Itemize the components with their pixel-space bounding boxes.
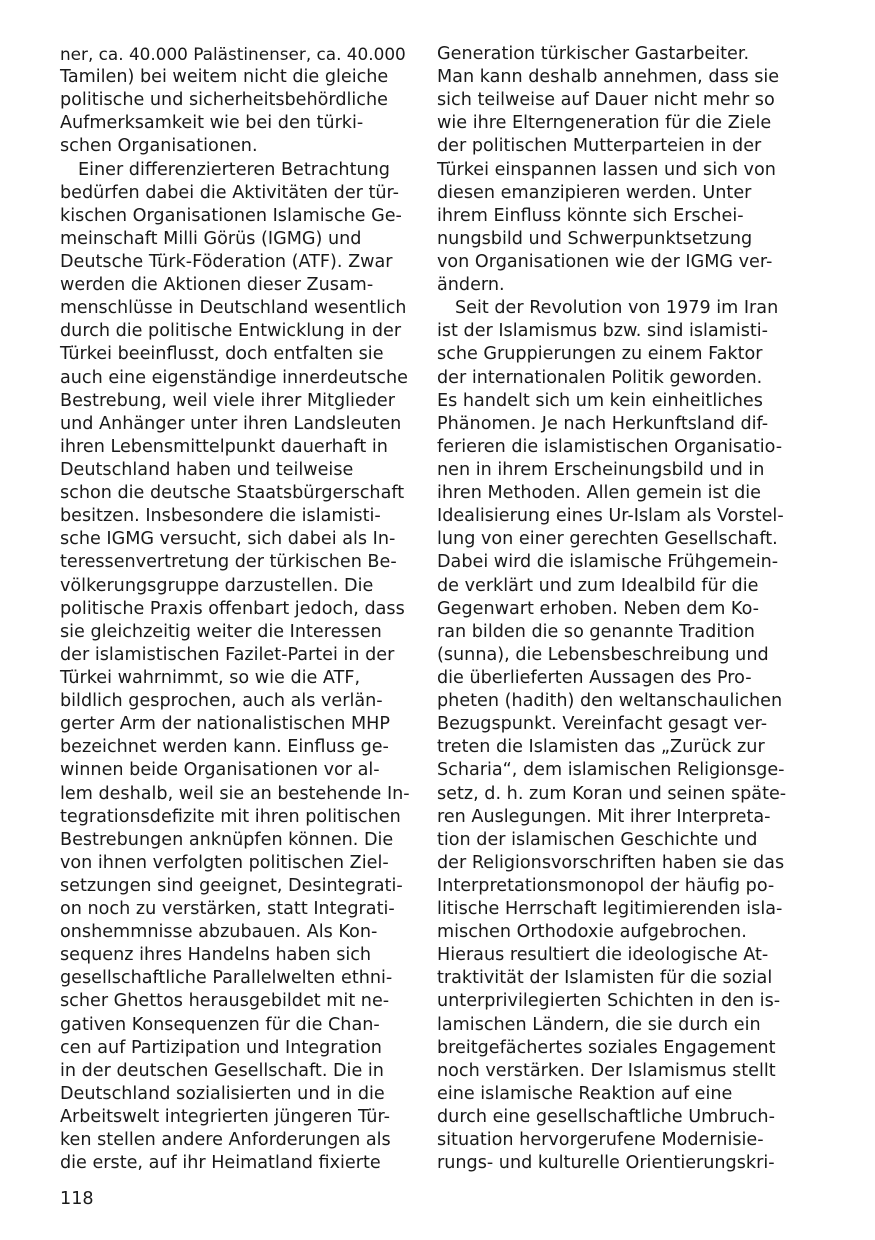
text-line: ken stellen andere Anforderungen als [60, 1130, 391, 1151]
text-line: die überlieferten Aussagen des Pro- [437, 667, 752, 688]
text-line: Türkei wahrnimmt, so wie die ATF, [60, 667, 361, 688]
text-line: der islamistischen Fazilet-Partei in der [60, 644, 395, 665]
text-line: unterprivilegierten Schichten in den is- [437, 991, 781, 1012]
text-line: meinschaft Milli Görüs (IGMG) und [60, 228, 362, 249]
text-line: scher Ghettos herausgebildet mit ne- [60, 991, 390, 1012]
text-line: onshemmnisse abzubauen. Als Kon- [60, 922, 378, 943]
text-line: winnen beide Organisationen vor al- [60, 760, 380, 781]
text-line: ist der Islamismus bzw. sind islamisti- [437, 321, 769, 342]
text-line: der politischen Mutterparteien in der [437, 136, 762, 157]
text-line: rungs- und kulturelle Orientierungskri- [437, 1153, 775, 1174]
text-line: mischen Orthodoxie aufgebrochen. [437, 922, 747, 943]
text-line: ihrem Einfluss könnte sich Erschei- [437, 205, 744, 226]
text-line: schon die deutsche Staatsbürgerschaft [60, 483, 405, 504]
text-line: Aufmerksamkeit wie bei den türki- [60, 113, 364, 134]
text-line: tegrationsdefizite mit ihren politischen [60, 806, 401, 827]
text-line: bezeichnet werden kann. Einfluss ge- [60, 737, 389, 758]
text-line: teressenvertretung der türkischen Be- [60, 552, 397, 573]
text-line: cen auf Partizipation und Integration [60, 1037, 382, 1058]
text-line: wie ihre Elterngeneration für die Ziele [437, 113, 772, 134]
text-line: setzungen sind geeignet, Desintegrati- [60, 875, 403, 896]
text-line: sequenz ihres Handelns haben sich [60, 945, 372, 966]
text-line: Phänomen. Je nach Herkunftsland dif- [437, 413, 769, 434]
text-line: Deutschland haben und teilweise [60, 459, 354, 480]
text-line: sche Gruppierungen zu einem Faktor [437, 344, 763, 365]
text-line: Einer differenzierteren Betrachtung [78, 159, 390, 180]
text-line: schen Organisationen. [60, 136, 258, 157]
text-line: Hieraus resultiert die ideologische At- [437, 945, 769, 966]
text-line: Idealisierung eines Ur-Islam als Vorstel- [437, 506, 784, 527]
text-line: besitzen. Insbesondere die islamisti- [60, 506, 381, 527]
text-line: gativen Konsequenzen für die Chan- [60, 1014, 380, 1035]
text-line: nen in ihrem Erscheinungsbild und in [437, 459, 765, 480]
text-line: on noch zu verstärken, statt Integrati- [60, 899, 395, 920]
text-line: Türkei beeinflusst, doch entfalten sie [60, 344, 384, 365]
text-line: durch die politische Entwicklung in der [60, 321, 402, 342]
text-line: ran bilden die so genannte Tradition [437, 621, 755, 642]
text-line: nungsbild und Schwerpunktsetzung [437, 228, 753, 249]
text-line: Generation türkischer Gastarbeiter. [437, 44, 750, 64]
text-line: sche IGMG versucht, sich dabei als In- [60, 529, 396, 550]
text-line: gerter Arm der nationalistischen MHP [60, 714, 391, 735]
text-line: Arbeitswelt integrierten jüngeren Tür- [60, 1107, 390, 1128]
page-number: 118 [60, 1189, 94, 1209]
text-line: noch verstärken. Der Islamismus stellt [437, 1060, 776, 1081]
text-line: lem deshalb, weil sie an bestehende In- [60, 783, 410, 804]
text-line: Gegenwart erhoben. Neben dem Ko- [437, 598, 760, 619]
text-line: (sunna), die Lebensbeschreibung und [437, 644, 769, 665]
text-line: diesen emanzipieren werden. Unter [437, 182, 752, 203]
text-line: traktivität der Islamisten für die sozial [437, 968, 773, 989]
text-line: von ihnen verfolgten politischen Ziel- [60, 852, 389, 873]
text-line: Interpretationsmonopol der häufig po- [437, 875, 775, 896]
text-line: Bestrebung, weil viele ihrer Mitglieder [60, 390, 395, 411]
text-line: Scharia“, dem islamischen Religionsge- [437, 760, 785, 781]
text-line: die erste, auf ihr Heimatland fixierte [60, 1153, 381, 1174]
text-line: gesellschaftliche Parallelwelten ethni- [60, 968, 393, 989]
text-line: Bestrebungen anknüpfen können. Die [60, 829, 394, 850]
text-line: Seit der Revolution von 1979 im Iran [455, 298, 779, 319]
text-line: Deutsche Türk-Föderation (ATF). Zwar [60, 251, 393, 272]
text-line: auch eine eigenständige innerdeutsche [60, 367, 408, 388]
text-line: kischen Organisationen Islamische Ge- [60, 205, 402, 226]
text-line: breitgefächertes soziales Engagement [437, 1037, 776, 1058]
text-line: von Organisationen wie der IGMG ver- [437, 251, 773, 272]
text-line: tion der islamischen Geschichte und [437, 829, 758, 850]
text-line: Tamilen) bei weitem nicht die gleiche [60, 67, 389, 88]
text-line: Dabei wird die islamische Frühgemein- [437, 552, 779, 573]
text-line: werden die Aktionen dieser Zusam- [60, 275, 374, 296]
text-line: sich teilweise auf Dauer nicht mehr so [437, 90, 775, 111]
text-line: völkerungsgruppe darzustellen. Die [60, 575, 374, 596]
text-line: situation hervorgerufene Modernisie- [437, 1130, 764, 1151]
text-line: ferieren die islamistischen Organisatio- [437, 436, 783, 457]
text-line: durch eine gesellschaftliche Umbruch- [437, 1107, 775, 1128]
text-line: lung von einer gerechten Gesellschaft. [437, 529, 778, 550]
text-line: setz, d. h. zum Koran und seinen späte- [437, 783, 787, 804]
text-line: ihren Methoden. Allen gemein ist die [437, 483, 761, 504]
text-line: Türkei einspannen lassen und sich von [437, 159, 776, 180]
text-line: Bezugspunkt. Vereinfacht gesagt ver- [437, 714, 768, 735]
text-line: politische Praxis offenbart jedoch, dass [60, 598, 405, 619]
text-line: bildlich gesprochen, auch als verlän- [60, 691, 383, 712]
text-line: de verklärt und zum Idealbild für die [437, 575, 759, 596]
text-line: Deutschland sozialisierten und in die [60, 1083, 385, 1104]
text-line: der internationalen Politik geworden. [437, 367, 763, 388]
text-line: lamischen Ländern, die sie durch ein [437, 1014, 761, 1035]
text-line: ren Auslegungen. Mit ihrer Interpreta- [437, 806, 771, 827]
text-line: treten die Islamisten das „Zurück zur [437, 737, 765, 758]
text-line: menschlüsse in Deutschland wesentlich [60, 298, 407, 319]
text-line: ner, ca. 40.000 Palästinenser, ca. 40.000 [60, 44, 406, 64]
text-line: litische Herrschaft legitimierenden isla- [437, 899, 783, 920]
right-text-column [437, 43, 787, 1175]
text-line: der Religionsvorschriften haben sie das [437, 852, 785, 873]
text-line: eine islamische Reaktion auf eine [437, 1083, 733, 1104]
text-line: politische und sicherheitsbehördliche [60, 90, 388, 111]
text-line: ihren Lebensmittelpunkt dauerhaft in [60, 436, 388, 457]
text-line: pheten (hadith) den weltanschaulichen [437, 691, 783, 712]
text-line: sie gleichzeitig weiter die Interessen [60, 621, 382, 642]
text-line: Man kann deshalb annehmen, dass sie [437, 67, 780, 88]
text-line: in der deutschen Gesellschaft. Die in [60, 1060, 384, 1081]
text-line: Es handelt sich um kein einheitliches [437, 390, 763, 411]
text-line: ändern. [437, 275, 505, 296]
text-line: bedürfen dabei die Aktivitäten der tür- [60, 182, 399, 203]
left-text-column [60, 43, 410, 1175]
text-line: und Anhänger unter ihren Landsleuten [60, 413, 402, 434]
